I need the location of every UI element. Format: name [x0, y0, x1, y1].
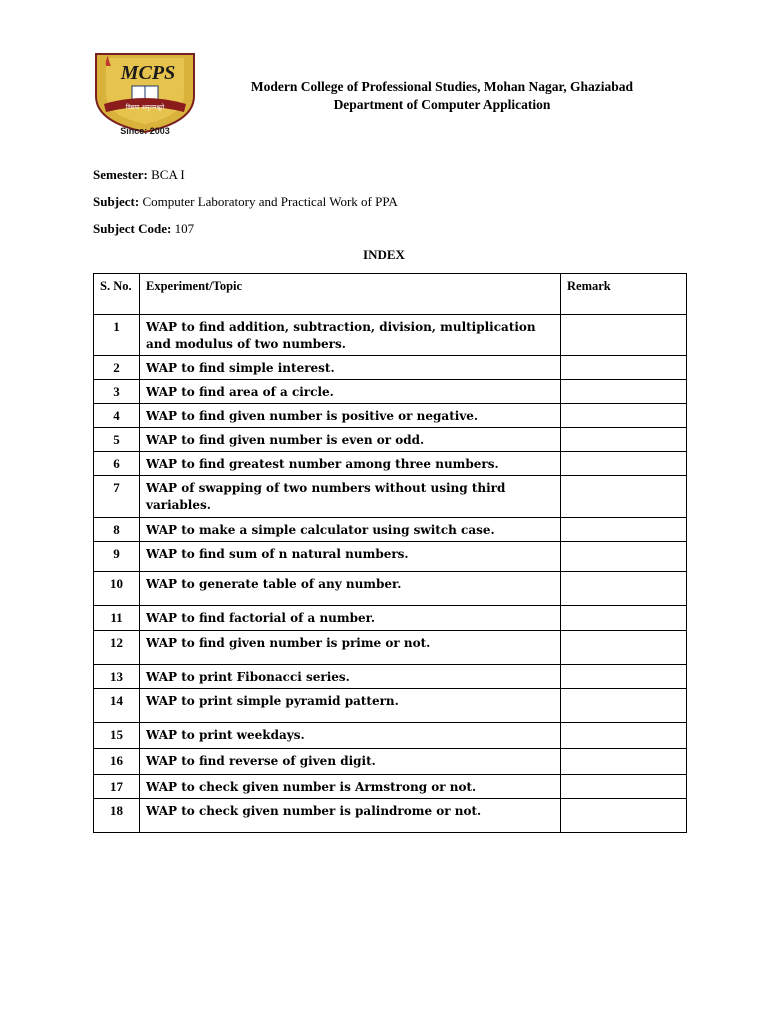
college-crest-icon [92, 52, 198, 136]
table-row [94, 380, 687, 404]
row-remark [561, 775, 687, 799]
row-remark [561, 518, 687, 542]
row-remark [561, 315, 687, 356]
row-number: 9 [94, 542, 140, 572]
row-number: 5 [94, 428, 140, 452]
table-row [94, 665, 687, 689]
table-row [94, 799, 687, 833]
row-number: 14 [94, 689, 140, 723]
logo-motto: विद्यया अमृतमश्नुते [125, 104, 165, 111]
department-name: Department of Computer Application [333, 97, 551, 112]
subject-label: Subject: [93, 194, 140, 209]
subject-code-line [93, 221, 194, 237]
row-remark [561, 723, 687, 749]
row-remark [561, 452, 687, 476]
row-number: 17 [94, 775, 140, 799]
table-row [94, 518, 687, 542]
row-number: 11 [94, 606, 140, 631]
row-topic: WAP to generate table of any number. [140, 572, 561, 606]
row-topic: WAP to find simple interest. [140, 356, 561, 380]
row-number: 7 [94, 476, 140, 518]
row-remark [561, 542, 687, 572]
table-row [94, 356, 687, 380]
row-remark [561, 356, 687, 380]
row-topic: WAP of swapping of two numbers without using third variables. [140, 476, 561, 518]
table-row [94, 404, 687, 428]
table-header-row [94, 274, 687, 315]
table-row [94, 452, 687, 476]
subject-code-value: 107 [174, 221, 195, 236]
row-number: 8 [94, 518, 140, 542]
row-remark [561, 665, 687, 689]
table-row [94, 723, 687, 749]
row-number: 2 [94, 356, 140, 380]
row-topic: WAP to print simple pyramid pattern. [140, 689, 561, 723]
header-remark: Remark [561, 274, 687, 315]
semester-label: Semester: [93, 167, 148, 182]
table-row [94, 606, 687, 631]
subject-value: Computer Laboratory and Practical Work of PPA [142, 194, 398, 209]
row-remark [561, 631, 687, 665]
row-remark [561, 476, 687, 518]
row-number: 6 [94, 452, 140, 476]
semester-line [93, 167, 185, 183]
header-sno: S. No. [94, 274, 140, 315]
row-remark [561, 380, 687, 404]
row-remark [561, 404, 687, 428]
table-row [94, 476, 687, 518]
table-row [94, 315, 687, 356]
row-topic: WAP to find given number is positive or negative. [140, 404, 561, 428]
row-remark [561, 799, 687, 833]
row-topic: WAP to find reverse of given digit. [140, 749, 561, 775]
table-row [94, 689, 687, 723]
college-logo [92, 52, 198, 136]
row-topic: WAP to check given number is Armstrong or not. [140, 775, 561, 799]
subject-code-label: Subject Code: [93, 221, 172, 236]
row-number: 16 [94, 749, 140, 775]
row-number: 13 [94, 665, 140, 689]
table-row [94, 428, 687, 452]
row-remark [561, 572, 687, 606]
row-number: 3 [94, 380, 140, 404]
table-row [94, 631, 687, 665]
table-row [94, 542, 687, 572]
row-topic: WAP to check given number is palindrome or not. [140, 799, 561, 833]
row-topic: WAP to find greatest number among three numbers. [140, 452, 561, 476]
semester-value: BCA I [151, 167, 185, 182]
row-number: 10 [94, 572, 140, 606]
row-number: 18 [94, 799, 140, 833]
table-row [94, 572, 687, 606]
row-remark [561, 749, 687, 775]
row-topic: WAP to make a simple calculator using switch case. [140, 518, 561, 542]
row-remark [561, 428, 687, 452]
row-topic: WAP to find sum of n natural numbers. [140, 542, 561, 572]
header-topic: Experiment/Topic [140, 274, 561, 315]
row-number: 12 [94, 631, 140, 665]
row-remark [561, 606, 687, 631]
document-header [200, 78, 684, 114]
row-topic: WAP to find addition, subtraction, division, multiplication and modulus of two numbers. [140, 315, 561, 356]
college-name: Modern College of Professional Studies, Mohan Nagar, Ghaziabad [250, 79, 634, 94]
row-topic: WAP to find area of a circle. [140, 380, 561, 404]
row-number: 1 [94, 315, 140, 356]
row-number: 15 [94, 723, 140, 749]
table-row [94, 775, 687, 799]
row-topic: WAP to print weekdays. [140, 723, 561, 749]
row-topic: WAP to find given number is prime or not. [140, 631, 561, 665]
index-table [93, 273, 687, 833]
row-topic: WAP to find factorial of a number. [140, 606, 561, 631]
logo-name: MCPS [120, 62, 176, 84]
row-number: 4 [94, 404, 140, 428]
row-topic: WAP to find given number is even or odd. [140, 428, 561, 452]
row-topic: WAP to print Fibonacci series. [140, 665, 561, 689]
table-row [94, 749, 687, 775]
index-title: INDEX [363, 247, 405, 262]
row-remark [561, 689, 687, 723]
logo-since: Since: 2003 [120, 126, 170, 136]
subject-line [93, 194, 398, 210]
